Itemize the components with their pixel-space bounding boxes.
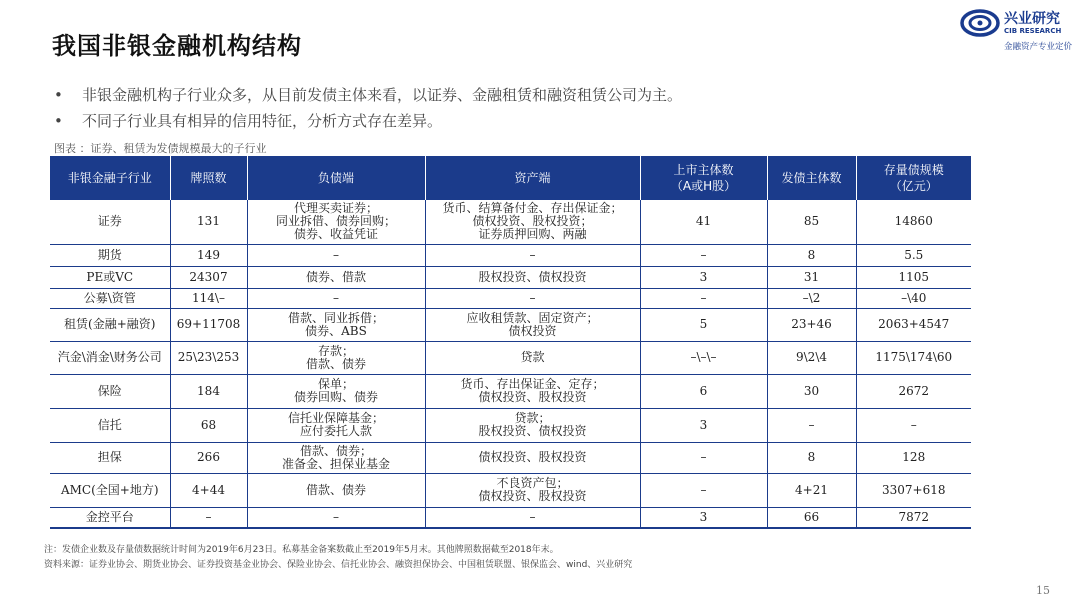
- row-liability-cell: –: [247, 244, 425, 266]
- table-header-row: [50, 156, 971, 200]
- bullet-text: 不同子行业具有相异的信用特征，分析方式存在差异。: [82, 112, 443, 130]
- row-liability-cell: 借款、债券； 准备金、担保业基金: [247, 442, 425, 473]
- row-issuers-cell: –: [767, 408, 856, 442]
- row-liability-cell: 信托业保障基金； 应付委托人款: [247, 408, 425, 442]
- row-asset-cell: 不良资产包； 债权投资、股权投资: [425, 473, 640, 507]
- row-sector-cell: 信托: [50, 408, 170, 442]
- row-asset-cell: 贷款； 股权投资、债权投资: [425, 408, 640, 442]
- row-issuers-cell: –\2: [767, 288, 856, 308]
- row-sector-cell: 期货: [50, 244, 170, 266]
- table-row: [50, 200, 971, 244]
- row-bonds-cell: 2063+4547: [856, 308, 971, 341]
- footnote: 注：发债企业数及存量债数据统计时间为2019年6月23日。私募基金备案数截止至2019年5月末。其他牌照数据截至2018年末。: [44, 545, 559, 555]
- header-issuers: 发债主体数: [767, 156, 856, 200]
- row-issuers-cell: 23+46: [767, 308, 856, 341]
- row-bonds-cell: 1105: [856, 266, 971, 288]
- row-listed-cell: 3: [640, 507, 767, 528]
- row-licenses-cell: 131: [170, 200, 247, 244]
- table-row: [50, 473, 971, 507]
- sector-table: [50, 156, 971, 529]
- row-sector-cell: 担保: [50, 442, 170, 473]
- row-sector-cell: 租赁(金融+融资): [50, 308, 170, 341]
- row-liability-cell: –: [247, 507, 425, 528]
- row-bonds-cell: 3307+618: [856, 473, 971, 507]
- row-sector-cell: 保险: [50, 374, 170, 408]
- row-asset-cell: 货币、结算备付金、存出保证金； 债权投资、股权投资； 证券质押回购、两融: [425, 200, 640, 244]
- row-listed-cell: 5: [640, 308, 767, 341]
- row-licenses-cell: 149: [170, 244, 247, 266]
- row-listed-cell: 6: [640, 374, 767, 408]
- row-listed-cell: –: [640, 473, 767, 507]
- row-listed-cell: 3: [640, 408, 767, 442]
- row-liability-cell: 借款、同业拆借； 债券、ABS: [247, 308, 425, 341]
- table-row: [50, 408, 971, 442]
- table-row: [50, 507, 971, 528]
- header-liability: 负债端: [247, 156, 425, 200]
- row-bonds-cell: 1175\174\60: [856, 341, 971, 374]
- table-row: [50, 374, 971, 408]
- page-number: 15: [1036, 584, 1050, 597]
- logo-swirl-icon: [960, 8, 1000, 38]
- row-asset-cell: 贷款: [425, 341, 640, 374]
- row-liability-cell: 代理买卖证券； 同业拆借、债券回购； 债券、收益凭证: [247, 200, 425, 244]
- header-sector: 非银金融子行业: [50, 156, 170, 200]
- row-listed-cell: 41: [640, 200, 767, 244]
- row-sector-cell: 证券: [50, 200, 170, 244]
- row-bonds-cell: 5.5: [856, 244, 971, 266]
- bullet-item: [54, 108, 1014, 134]
- row-sector-cell: 汽金\消金\财务公司: [50, 341, 170, 374]
- row-listed-cell: –: [640, 442, 767, 473]
- row-listed-cell: 3: [640, 266, 767, 288]
- table-row: [50, 341, 971, 374]
- table-row: [50, 288, 971, 308]
- row-issuers-cell: 4+21: [767, 473, 856, 507]
- row-asset-cell: 股权投资、债权投资: [425, 266, 640, 288]
- bullet-text: 非银金融机构子行业众多，从目前发债主体来看，以证券、金融租赁和融资租赁公司为主。: [82, 86, 683, 104]
- row-asset-cell: 应收租赁款、固定资产； 债权投资: [425, 308, 640, 341]
- cib-research-logo: [960, 6, 1072, 54]
- logo-tagline: 金融资产专业定价: [1003, 42, 1072, 52]
- row-listed-cell: –\–\–: [640, 341, 767, 374]
- row-liability-cell: 借款、债券: [247, 473, 425, 507]
- table-caption: 图表 ：证券、租赁为发债规模最大的子行业: [54, 142, 267, 155]
- table-row: [50, 308, 971, 341]
- table-row: [50, 442, 971, 473]
- header-asset: 资产端: [425, 156, 640, 200]
- row-licenses-cell: 114\–: [170, 288, 247, 308]
- row-issuers-cell: 9\2\4: [767, 341, 856, 374]
- row-sector-cell: 金控平台: [50, 507, 170, 528]
- row-licenses-cell: 4+44: [170, 473, 247, 507]
- page-title: 我国非银金融机构结构: [52, 32, 302, 60]
- header-licenses: 牌照数: [170, 156, 247, 200]
- row-liability-cell: –: [247, 288, 425, 308]
- row-licenses-cell: 24307: [170, 266, 247, 288]
- row-bonds-cell: 128: [856, 442, 971, 473]
- row-liability-cell: 存款； 借款、债券: [247, 341, 425, 374]
- row-issuers-cell: 8: [767, 442, 856, 473]
- bullet-marker: •: [54, 112, 63, 130]
- row-liability-cell: 保单； 债券回购、债券: [247, 374, 425, 408]
- row-issuers-cell: 85: [767, 200, 856, 244]
- row-licenses-cell: 68: [170, 408, 247, 442]
- row-licenses-cell: 25\23\253: [170, 341, 247, 374]
- logo-en-text: CIB RESEARCH: [1004, 27, 1062, 35]
- row-listed-cell: –: [640, 244, 767, 266]
- row-licenses-cell: 266: [170, 442, 247, 473]
- header-bonds: 存量债规模 （亿元）: [856, 156, 971, 200]
- row-asset-cell: 债权投资、股权投资: [425, 442, 640, 473]
- row-asset-cell: 货币、存出保证金、定存； 债权投资、股权投资: [425, 374, 640, 408]
- row-bonds-cell: 2672: [856, 374, 971, 408]
- row-issuers-cell: 8: [767, 244, 856, 266]
- bullet-marker: •: [54, 86, 63, 104]
- row-asset-cell: –: [425, 244, 640, 266]
- row-sector-cell: PE或VC: [50, 266, 170, 288]
- bullet-list: [54, 82, 1014, 134]
- table-row: [50, 266, 971, 288]
- row-issuers-cell: 30: [767, 374, 856, 408]
- row-bonds-cell: 14860: [856, 200, 971, 244]
- row-licenses-cell: 184: [170, 374, 247, 408]
- table-row: [50, 244, 971, 266]
- row-asset-cell: –: [425, 288, 640, 308]
- row-licenses-cell: 69+11708: [170, 308, 247, 341]
- row-sector-cell: 公募\资管: [50, 288, 170, 308]
- row-bonds-cell: 7872: [856, 507, 971, 528]
- logo-cn-text: 兴业研究: [1004, 11, 1060, 27]
- row-bonds-cell: –\40: [856, 288, 971, 308]
- row-licenses-cell: –: [170, 507, 247, 528]
- row-issuers-cell: 31: [767, 266, 856, 288]
- bullet-item: [54, 82, 1014, 108]
- row-sector-cell: AMC(全国+地方): [50, 473, 170, 507]
- row-listed-cell: –: [640, 288, 767, 308]
- source-note: 资料来源：证券业协会、期货业协会、证券投资基金业协会、保险业协会、信托业协会、融资担保协会、中国租赁联盟、银保监会、wind、兴业研究: [44, 560, 633, 570]
- row-bonds-cell: –: [856, 408, 971, 442]
- header-listed: 上市主体数 （A或H股）: [640, 156, 767, 200]
- row-asset-cell: –: [425, 507, 640, 528]
- row-liability-cell: 债券、借款: [247, 266, 425, 288]
- row-issuers-cell: 66: [767, 507, 856, 528]
